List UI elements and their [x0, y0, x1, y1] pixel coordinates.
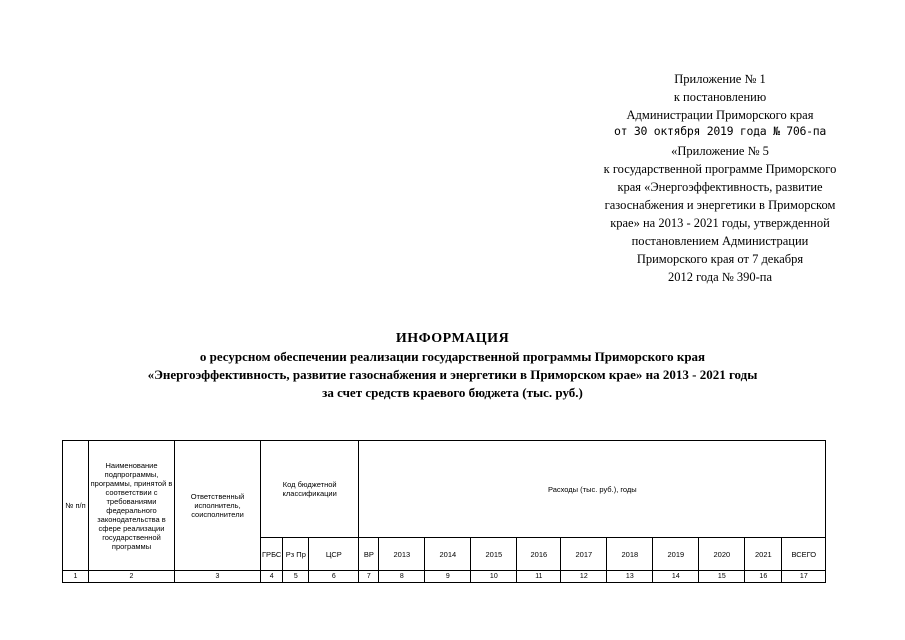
- header-number: № п/п: [63, 441, 89, 571]
- header-budget-code: Код бюджетной классификации: [261, 441, 359, 538]
- appendix-line-7: края «Энергоэффективность, развитие: [617, 180, 823, 194]
- appendix-date-stamp: от 30 октября 2019 года № 706-па: [614, 124, 826, 138]
- header-rzpr: Рз Пр: [283, 538, 309, 571]
- appendix-line-12: 2012 года № 390-па: [667, 270, 773, 284]
- column-numbers-row: [63, 571, 826, 583]
- column-number: 3: [175, 571, 261, 583]
- column-number: 2: [89, 571, 175, 583]
- column-number: 14: [653, 571, 699, 583]
- header-csr: ЦСР: [309, 538, 359, 571]
- document-title: ИНФОРМАЦИЯ: [395, 331, 510, 346]
- column-number: 5: [283, 571, 309, 583]
- header-year-2017: 2017: [561, 538, 607, 571]
- column-number: 12: [561, 571, 607, 583]
- appendix-line-3: Администрации Приморского края: [626, 108, 814, 122]
- appendix-line-5: «Приложение № 5: [671, 144, 769, 158]
- column-number: 7: [359, 571, 379, 583]
- header-total: ВСЕГО: [782, 538, 826, 571]
- column-number: 9: [425, 571, 471, 583]
- appendix-line-10: постановлением Администрации: [631, 234, 809, 248]
- header-vr: ВР: [359, 538, 379, 571]
- column-number: 4: [261, 571, 283, 583]
- appendix-line-1: Приложение № 1: [674, 72, 766, 86]
- appendix-line-2: к постановлению: [673, 90, 767, 104]
- column-number: 17: [782, 571, 826, 583]
- resource-table: [62, 440, 826, 583]
- heading-line-1: о ресурсном обеспечении реализации государственной программы Приморского края: [199, 349, 706, 364]
- appendix-line-8: газоснабжения и энергетики в Приморском: [604, 198, 836, 212]
- appendix-line-6: к государственной программе Приморского: [603, 162, 837, 176]
- column-number: 8: [379, 571, 425, 583]
- column-number: 15: [699, 571, 745, 583]
- header-executor: Ответственный исполнитель, соисполнители: [175, 441, 261, 571]
- header-expenses: Расходы (тыс. руб.), годы: [359, 441, 826, 538]
- column-number: 16: [745, 571, 782, 583]
- header-year-2021: 2021: [745, 538, 782, 571]
- document-heading: [0, 330, 905, 402]
- appendix-line-11: Приморского края от 7 декабря: [636, 252, 804, 266]
- header-year-2016: 2016: [517, 538, 561, 571]
- heading-line-3: за счет средств краевого бюджета (тыс. руб.): [322, 385, 583, 400]
- heading-line-2: «Энергоэффективность, развитие газоснабжения и энергетики в Приморском крае» на 2013 - 2021 годы: [147, 367, 758, 382]
- header-year-2020: 2020: [699, 538, 745, 571]
- header-year-2013: 2013: [379, 538, 425, 571]
- header-year-2014: 2014: [425, 538, 471, 571]
- header-year-2019: 2019: [653, 538, 699, 571]
- column-number: 10: [471, 571, 517, 583]
- appendix-line-9: крае» на 2013 - 2021 годы, утвержденной: [610, 216, 830, 230]
- column-number: 13: [607, 571, 653, 583]
- column-number: 6: [309, 571, 359, 583]
- column-number: 11: [517, 571, 561, 583]
- header-year-2018: 2018: [607, 538, 653, 571]
- header-program-name: Наименование подпрограммы, программы, принятой в соответствии с требованиями федерального законодательства в сфере реализации государственной программы: [89, 441, 175, 571]
- column-number: 1: [63, 571, 89, 583]
- appendix-block: [560, 70, 880, 286]
- header-grbs: ГРБС: [261, 538, 283, 571]
- header-year-2015: 2015: [471, 538, 517, 571]
